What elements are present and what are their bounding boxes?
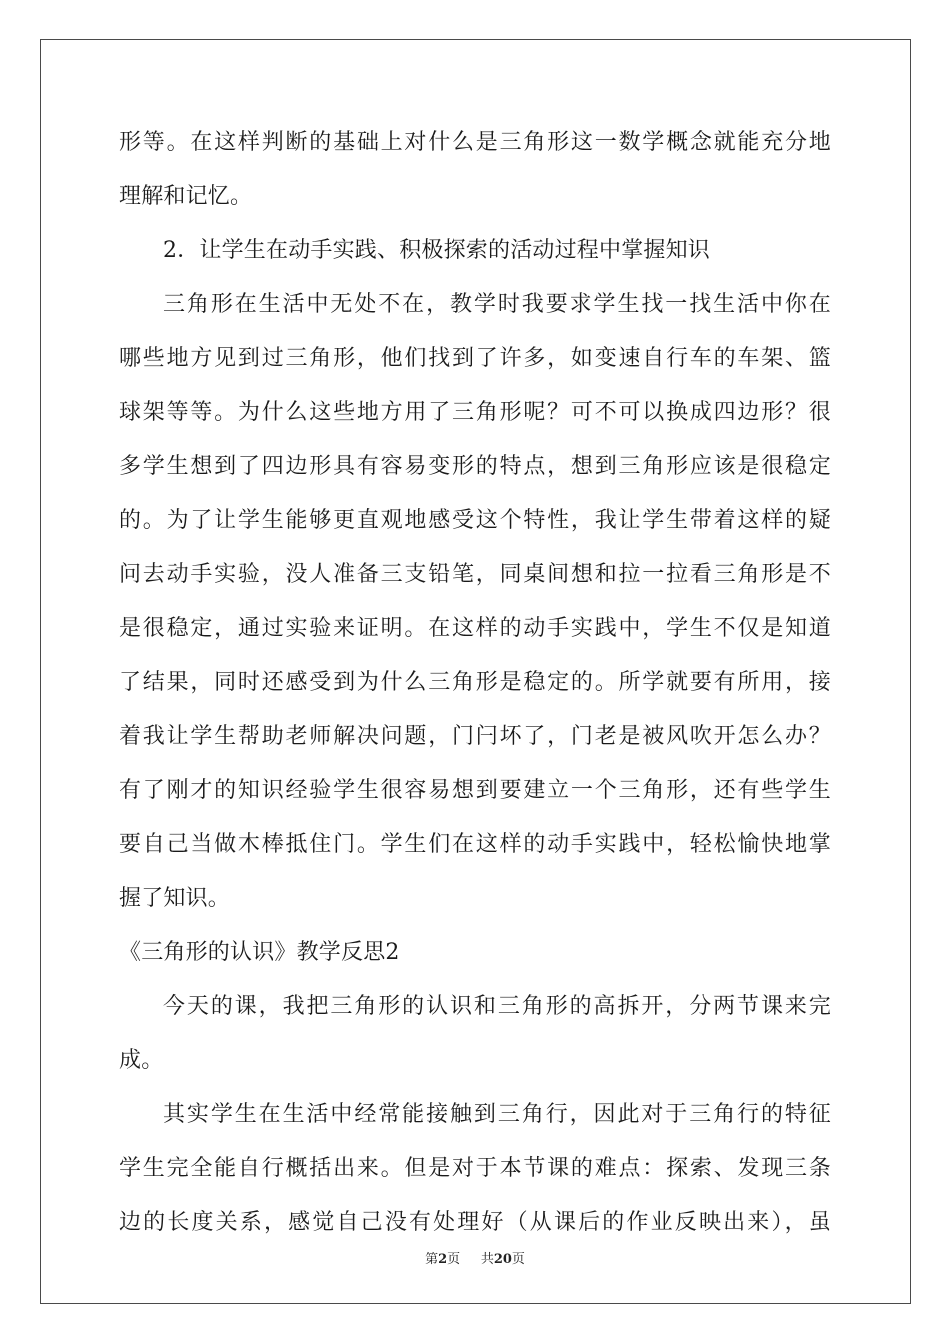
text-line: 形等。在这样判断的基础上对什么是三角形这一数学概念就能充分地 xyxy=(119,130,831,155)
text-line: 有了刚才的知识经验学生很容易想到要建立一个三角形，还有些学生 xyxy=(119,778,831,803)
text-line: 成。 xyxy=(119,1048,164,1073)
text-line: 哪些地方见到过三角形，他们找到了许多，如变速自行车的车架、篮 xyxy=(119,346,831,371)
text-line: 多学生想到了四边形具有容易变形的特点，想到三角形应该是很稳定 xyxy=(119,454,831,479)
page-footer xyxy=(0,1248,950,1267)
text-line: 边的长度关系，感觉自己没有处理好（从课后的作业反映出来），虽 xyxy=(119,1210,831,1235)
total-suffix: 页 xyxy=(511,1252,525,1267)
total-prefix: 共 xyxy=(480,1252,494,1267)
section-heading: 2．让学生在动手实践、积极探索的活动过程中掌握知识 xyxy=(163,238,710,263)
page-prefix: 第 xyxy=(425,1252,439,1267)
total-pages: 20 xyxy=(493,1252,512,1267)
text-line: 了结果，同时还感受到为什么三角形是稳定的。所学就要有所用，接 xyxy=(119,670,831,695)
text-line: 问去动手实验，没人准备三支铅笔，同桌间想和拉一拉看三角形是不 xyxy=(119,562,831,587)
text-line: 其实学生在生活中经常能接触到三角行，因此对于三角行的特征 xyxy=(163,1102,831,1127)
text-line: 的。为了让学生能够更直观地感受这个特性，我让学生带着这样的疑 xyxy=(119,508,831,533)
text-line: 要自己当做木棒抵住门。学生们在这样的动手实践中，轻松愉快地掌 xyxy=(119,832,831,857)
page-suffix: 页 xyxy=(447,1252,461,1267)
text-line: 着我让学生帮助老师解决问题，门闩坏了，门老是被风吹开怎么办？ xyxy=(119,724,831,749)
text-line: 三角形在生活中无处不在，教学时我要求学生找一找生活中你在 xyxy=(163,292,831,317)
text-line: 是很稳定，通过实验来证明。在这样的动手实践中，学生不仅是知道 xyxy=(119,616,831,641)
text-line: 握了知识。 xyxy=(119,886,231,911)
text-line: 今天的课，我把三角形的认识和三角形的高拆开，分两节课来完 xyxy=(163,994,831,1019)
page-number: 2 xyxy=(438,1252,448,1267)
section-title: 《三角形的认识》教学反思2 xyxy=(119,940,400,965)
text-line: 理解和记忆。 xyxy=(119,184,253,209)
text-line: 学生完全能自行概括出来。但是对于本节课的难点：探索、发现三条 xyxy=(119,1156,831,1181)
text-line: 球架等等。为什么这些地方用了三角形呢？可不可以换成四边形？很 xyxy=(119,400,831,425)
